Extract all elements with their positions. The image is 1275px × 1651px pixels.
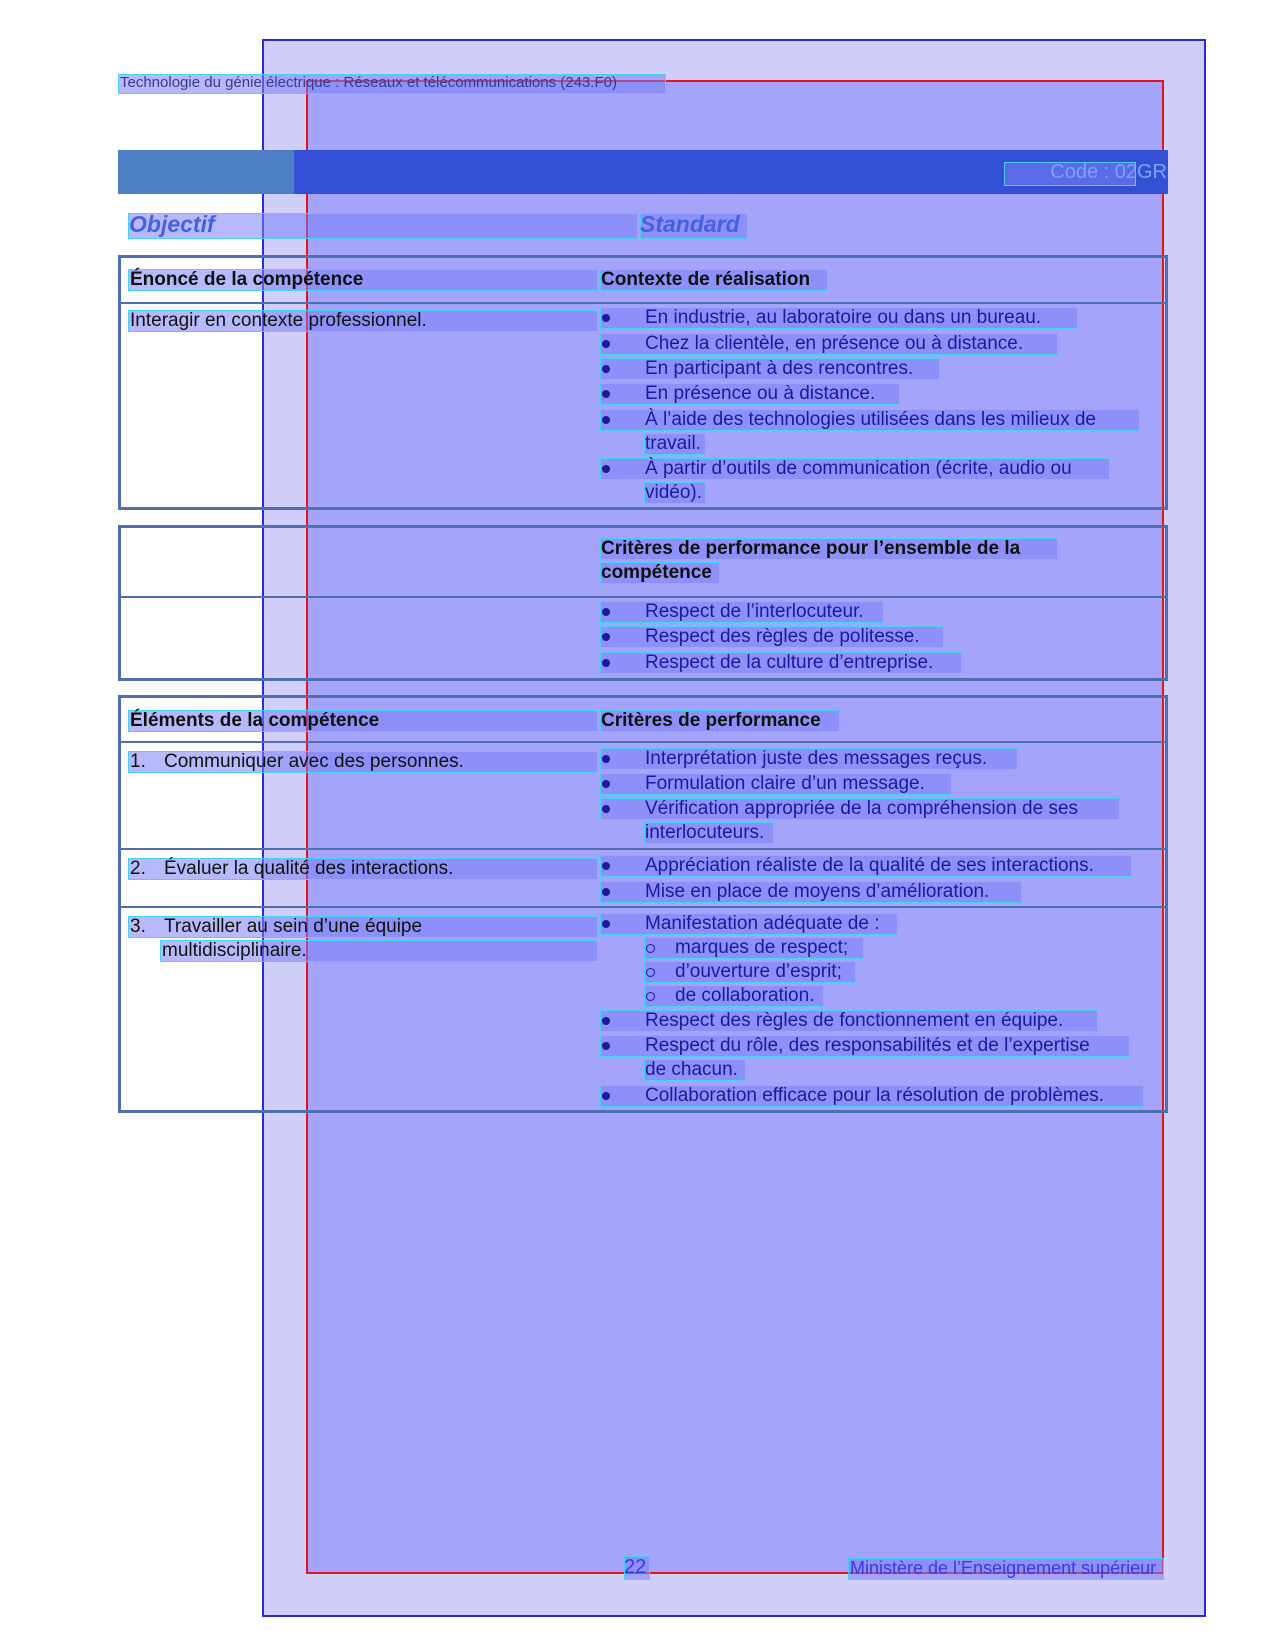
sub-bullet-icon [646,944,655,953]
criterion: Mise en place de moyens d’amélioration. [645,881,990,902]
criterion: Manifestation adéquate de : [645,913,880,934]
statement-header: Énoncé de la compétence [130,269,364,290]
competency-code: Code : 02GR [1050,161,1167,183]
bullet-icon [602,365,610,373]
criterion-continued: interlocuteurs. [645,822,765,843]
criterion: Appréciation réaliste de la qualité de ses interactions. [645,855,1094,876]
bullet-icon [602,340,610,348]
criterion: Collaboration efficace pour la résolution de problèmes. [645,1085,1105,1106]
bullet-icon [602,416,610,424]
bullet-icon [602,755,610,763]
bullet-icon [602,390,610,398]
element-text: Évaluer la qualité des interactions. [164,858,454,879]
sub-criterion: marques de respect; [675,937,849,958]
context-item-continued: vidéo). [645,482,703,503]
criterion-continued: de chacun. [645,1059,738,1080]
element-text: Travailler au sein d’une équipe [164,916,423,937]
overall-criterion: Respect de l’interlocuteur. [645,601,864,622]
context-item: En présence ou à distance. [645,383,876,404]
competency-statement: Interagir en contexte professionnel. [130,310,427,331]
context-item-continued: travail. [645,433,701,454]
sub-criterion: d’ouverture d’esprit; [675,961,842,982]
element-number: 3. [130,916,146,937]
bullet-icon [602,608,610,616]
bullet-icon [602,805,610,813]
element-text-continued: multidisciplinaire. [162,940,307,961]
ministry-footer: Ministère de l’Enseignement supérieur [850,1558,1157,1578]
criterion: Vérification appropriée de la compréhension de ses [645,798,1079,819]
bullet-icon [602,633,610,641]
context-item: Chez la clientèle, en présence ou à distance. [645,333,1024,354]
context-item: À l’aide des technologies utilisées dans les milieux de [645,409,1096,430]
bullet-icon [602,1017,610,1025]
context-header: Contexte de réalisation [601,269,811,290]
element-text: Communiquer avec des personnes. [164,751,464,772]
element-number: 2. [130,858,146,879]
divider [121,906,1165,908]
divider [121,596,1165,598]
divider [121,741,1165,743]
running-header: Technologie du génie électrique : Réseaux et télécommunications (243.F0) [120,74,617,91]
criterion: Interprétation juste des messages reçus. [645,748,988,769]
context-item: En participant à des rencontres. [645,358,914,379]
sub-bullet-icon [646,968,655,977]
context-item: À partir d’outils de communication (écrite, audio ou [645,458,1072,479]
overall-criterion: Respect des règles de politesse. [645,626,920,647]
bullet-icon [602,862,610,870]
element-number: 1. [130,751,146,772]
criterion: Formulation claire d’un message. [645,773,925,794]
overall-criteria-header: Critères de performance pour l’ensemble de la [601,538,1021,559]
overall-criterion: Respect de la culture d’entreprise. [645,652,934,673]
bullet-icon [602,888,610,896]
bullet-icon [602,780,610,788]
performance-criteria-header: Critères de performance [601,710,821,731]
objective-heading: Objectif [129,211,215,237]
context-item: En industrie, au laboratoire ou dans un bureau. [645,307,1042,328]
bullet-icon [602,1092,610,1100]
sub-bullet-icon [646,992,655,1001]
bullet-icon [602,314,610,322]
bullet-icon [602,465,610,473]
bullet-icon [602,920,610,928]
criterion: Respect des règles de fonctionnement en équipe. [645,1010,1064,1031]
overall-criteria-header-continued: compétence [601,562,712,583]
divider [121,302,1165,304]
divider [121,848,1165,850]
elements-header: Éléments de la compétence [130,710,380,731]
criterion: Respect du rôle, des responsabilités et de l’expertise [645,1035,1090,1056]
bullet-icon [602,1042,610,1050]
sub-criterion: de collaboration. [675,985,815,1006]
bullet-icon [602,659,610,667]
page-number: 22 [624,1556,647,1578]
standard-heading: Standard [640,211,740,237]
